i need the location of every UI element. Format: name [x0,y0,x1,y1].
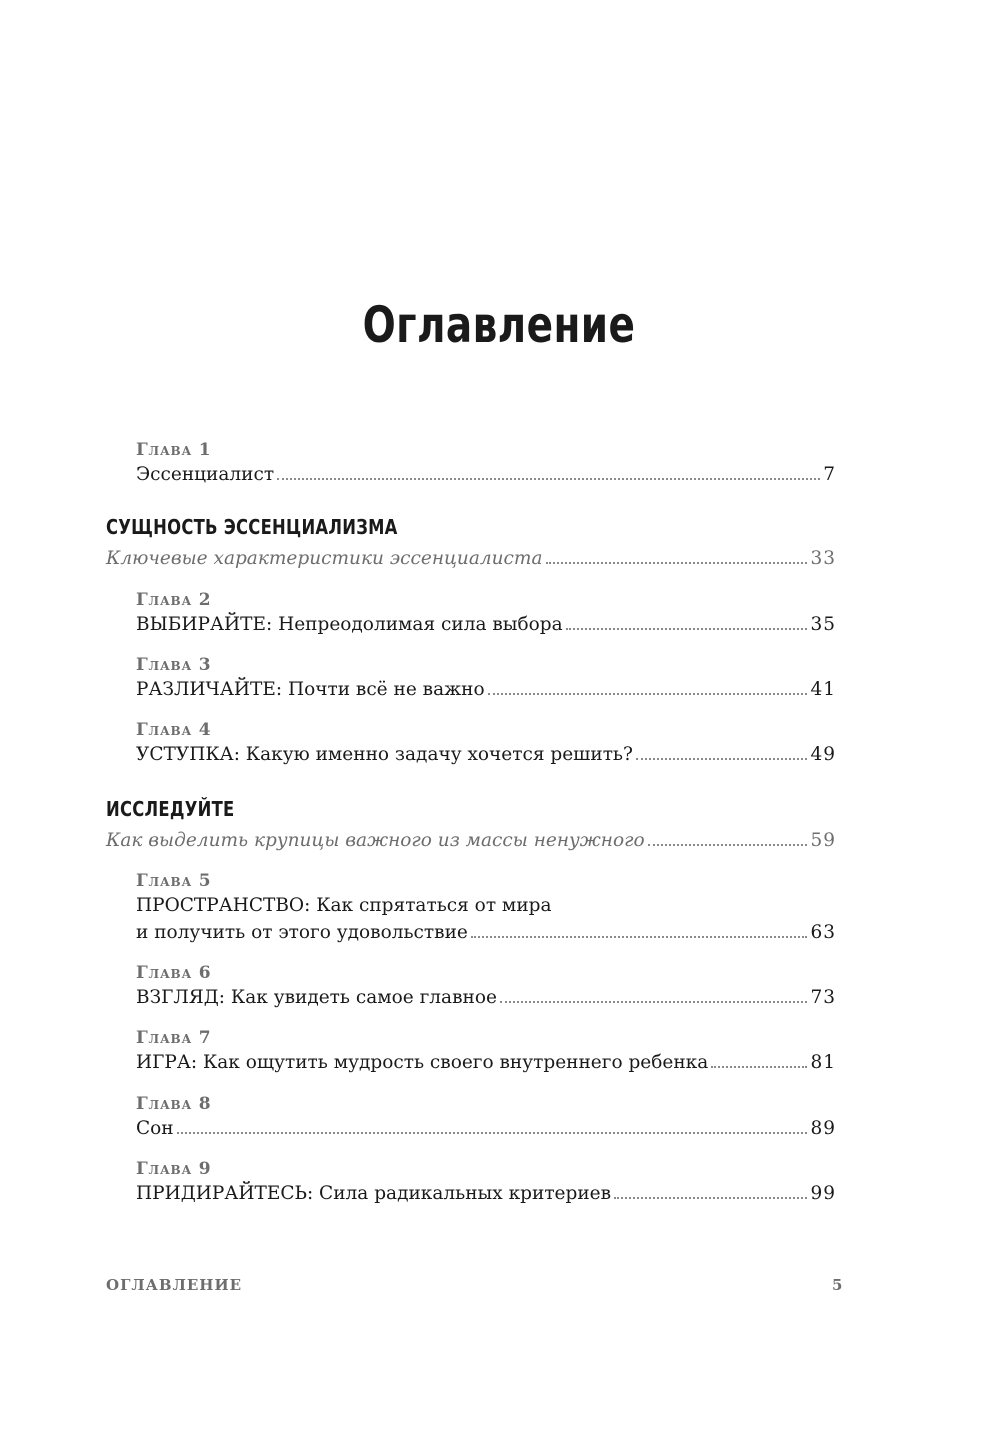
toc-entry-chapter-4[interactable] [136,744,836,765]
dot-leader [614,1196,807,1199]
entry-title: ВЗГЛЯД: Как увидеть самое главное [136,987,497,1008]
chapter-label: Глава 2 [136,590,212,610]
dot-leader [711,1065,807,1068]
part-heading: СУЩНОСТЬ ЭССЕНЦИАЛИЗМА [106,515,398,539]
toc-entry-chapter-6[interactable] [136,987,836,1008]
toc-entry-chapter-9[interactable] [136,1183,836,1204]
chapter-label: Глава 6 [136,963,212,983]
entry-title: РАЗЛИЧАЙТЕ: Почти всё не важно [136,679,485,700]
entry-title-line-2: и получить от этого удовольствие [136,922,468,943]
dot-leader [177,1131,808,1134]
toc-entry-chapter-7[interactable] [136,1052,836,1073]
dot-leader [471,935,808,938]
entry-title: ВЫБИРАЙТЕ: Непреодолимая сила выбора [136,614,563,635]
chapter-label: Глава 9 [136,1159,212,1179]
entry-title: Эссенциалист [136,464,275,485]
toc-entry-chapter-3[interactable] [136,679,836,700]
dot-leader [277,477,820,480]
entry-page-number: 33 [810,548,836,569]
page-title: Оглавление [362,295,636,354]
part-heading: ИССЛЕДУЙТЕ [106,797,235,821]
entry-page-number: 81 [810,1052,836,1073]
part-subtitle: Как выделить крупицы важного из массы ненужного [106,830,645,851]
chapter-label: Глава 5 [136,871,212,891]
entry-page-number: 49 [810,744,836,765]
running-footer-title: ОГЛАВЛЕНИЕ [106,1276,243,1294]
entry-page-number: 35 [810,614,836,635]
entry-page-number: 89 [810,1118,836,1139]
entry-title: Сон [136,1118,174,1139]
chapter-label: Глава 4 [136,720,212,740]
entry-page-number: 41 [810,679,836,700]
entry-title-line-1: ПРОСТРАНСТВО: Как спрятаться от мира [136,895,552,916]
entry-page-number: 63 [810,922,836,943]
dot-leader [566,627,808,630]
chapter-label: Глава 7 [136,1028,212,1048]
entry-page-number: 73 [810,987,836,1008]
toc-entry-chapter-1[interactable] [136,464,836,485]
dot-leader [546,561,808,564]
entry-title: ПРИДИРАЙТЕСЬ: Сила радикальных критериев [136,1183,612,1204]
dot-leader [500,1000,808,1003]
dot-leader [648,843,808,846]
toc-entry-chapter-2[interactable] [136,614,836,635]
entry-page-number: 7 [823,464,836,485]
chapter-label: Глава 1 [136,440,212,460]
page-number: 5 [832,1276,843,1294]
dot-leader [636,757,808,760]
toc-entry-part-2[interactable] [106,830,836,851]
entry-page-number: 99 [810,1183,836,1204]
dot-leader [488,692,808,695]
part-subtitle: Ключевые характеристики эссенциалиста [106,548,543,569]
entry-title: ИГРА: Как ощутить мудрость своего внутреннего ребенка [136,1052,709,1073]
toc-entry-part-1[interactable] [106,548,836,569]
toc-entry-chapter-5[interactable] [136,922,836,943]
entry-title: УСТУПКА: Какую именно задачу хочется решить? [136,744,633,765]
entry-page-number: 59 [810,830,836,851]
chapter-label: Глава 8 [136,1094,212,1114]
toc-entry-chapter-8[interactable] [136,1118,836,1139]
chapter-label: Глава 3 [136,655,212,675]
